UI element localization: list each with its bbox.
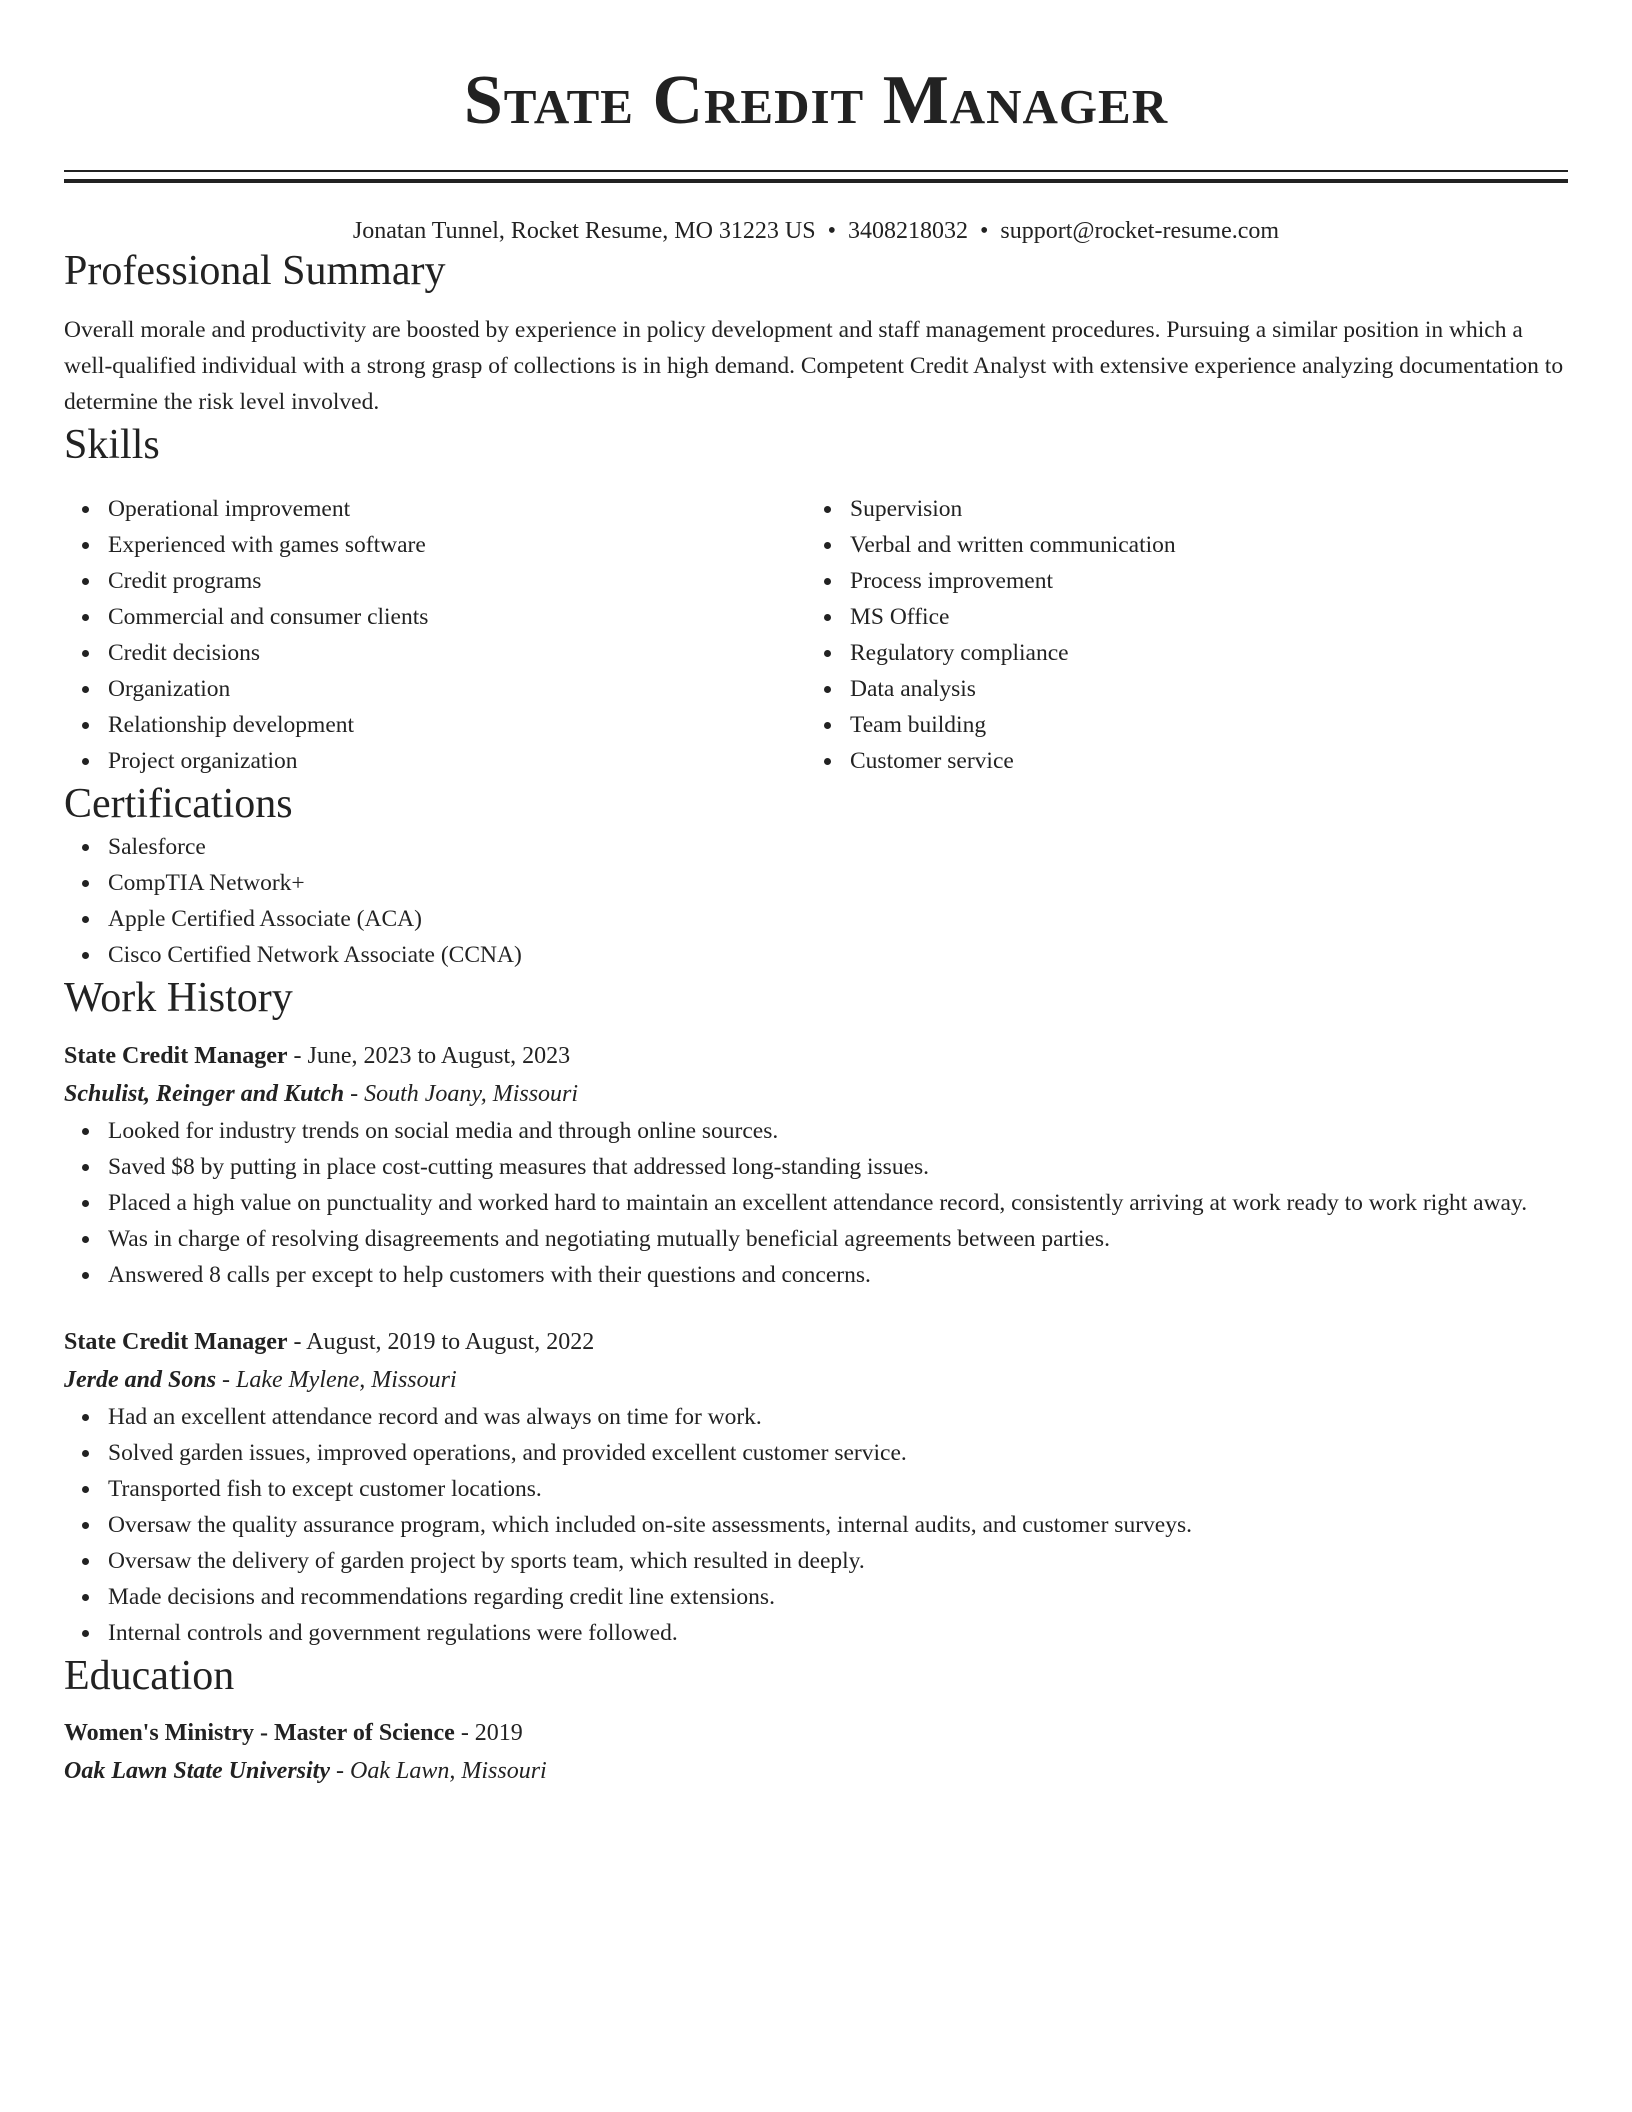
contact-separator: •: [827, 218, 836, 244]
skill-item: Project organization: [108, 743, 806, 779]
job-location: - Lake Mylene, Missouri: [216, 1367, 457, 1394]
skill-item: MS Office: [850, 599, 1548, 635]
certification-item: Apple Certified Associate (ACA): [108, 901, 1568, 937]
skill-item: Customer service: [850, 743, 1548, 779]
job-company-line: [64, 1361, 1568, 1399]
skills-columns: [64, 491, 1568, 779]
skill-item: Process improvement: [850, 563, 1548, 599]
skill-item: Data analysis: [850, 671, 1548, 707]
skill-item: Commercial and consumer clients: [108, 599, 806, 635]
contact-email: support@rocket-resume.com: [1000, 218, 1280, 244]
skill-item: Organization: [108, 671, 806, 707]
contact-phone: 3408218032: [847, 218, 968, 244]
skill-item: Supervision: [850, 491, 1548, 527]
job-company-line: [64, 1075, 1568, 1113]
job-duty: Oversaw the delivery of garden project by sports team, which resulted in deeply.: [108, 1543, 1568, 1579]
education-heading: Education: [64, 1653, 235, 1700]
skill-item: Relationship development: [108, 707, 806, 743]
job-company: Schulist, Reinger and Kutch: [64, 1081, 345, 1108]
skills-column-left: [64, 491, 806, 779]
skills-list-left: [64, 491, 806, 779]
skill-item: Credit decisions: [108, 635, 806, 671]
job-entry: [64, 1323, 1568, 1651]
skill-item: Operational improvement: [108, 491, 806, 527]
skill-item: Regulatory compliance: [850, 635, 1548, 671]
job-duty: Was in charge of resolving disagreements and negotiating mutually beneficial agreements between parties.: [108, 1221, 1568, 1257]
job-dates: - August, 2019 to August, 2022: [287, 1329, 595, 1356]
contact-line: [64, 217, 1568, 246]
certifications-heading: Certifications: [64, 780, 293, 827]
job-duty: Placed a high value on punctuality and worked hard to maintain an excellent attendance record, consistently arriving at work ready to work right away.: [108, 1185, 1568, 1221]
header-divider-thin: [64, 170, 1568, 172]
job-dates: - June, 2023 to August, 2023: [287, 1043, 571, 1070]
skills-heading: Skills: [64, 422, 160, 469]
job-duty: Made decisions and recommendations regarding credit line extensions.: [108, 1579, 1568, 1615]
contact-address: Jonatan Tunnel, Rocket Resume, MO 31223 US: [352, 218, 816, 244]
education-school-line: [64, 1752, 1568, 1790]
job-duty: Saved $8 by putting in place cost-cutting measures that addressed long-standing issues.: [108, 1149, 1568, 1185]
skills-column-right: [806, 491, 1548, 779]
job-duty: Solved garden issues, improved operations, and provided excellent customer service.: [108, 1435, 1568, 1471]
education-degree-line: [64, 1714, 1568, 1752]
page-title: State Credit Manager: [463, 62, 1169, 139]
certifications-list: [64, 829, 1568, 973]
skill-item: Credit programs: [108, 563, 806, 599]
job-duty: Oversaw the quality assurance program, which included on-site assessments, internal audits, and customer surveys.: [108, 1507, 1568, 1543]
summary-text: Overall morale and productivity are boosted by experience in policy development and staff management procedures. Pursuing a similar position in which a well-qualified individual with a strong grasp of collections is in high demand. Competent Credit Analyst with extensive experience analyzing documentation to determine the risk level involved.: [64, 317, 1564, 416]
work-history-heading: Work History: [64, 974, 293, 1021]
job-company: Jerde and Sons: [64, 1367, 217, 1394]
job-title-line: [64, 1323, 1568, 1361]
job-duty: Looked for industry trends on social media and through online sources.: [108, 1113, 1568, 1149]
contact-separator: •: [979, 218, 989, 244]
job-duty: Internal controls and government regulations were followed.: [108, 1615, 1568, 1651]
skill-item: Team building: [850, 707, 1548, 743]
job-duty: Answered 8 calls per except to help customers with their questions and concerns.: [108, 1257, 1568, 1293]
skill-item: Verbal and written communication: [850, 527, 1548, 563]
certification-item: Cisco Certified Network Associate (CCNA): [108, 937, 1568, 973]
job-entry: [64, 1037, 1568, 1293]
skills-list-right: [806, 491, 1548, 779]
education-location: - Oak Lawn, Missouri: [330, 1757, 547, 1784]
certification-item: CompTIA Network+: [108, 865, 1568, 901]
job-duties-list: [64, 1399, 1568, 1651]
job-title-line: [64, 1037, 1568, 1075]
job-duty: Had an excellent attendance record and was always on time for work.: [108, 1399, 1568, 1435]
education-entry: [64, 1714, 1568, 1790]
header-divider-thick: [64, 179, 1568, 183]
summary-heading: Professional Summary: [64, 247, 446, 294]
job-duty: Transported fish to except customer locations.: [108, 1471, 1568, 1507]
education-degree: Women's Ministry - Master of Science: [64, 1719, 455, 1746]
job-title: State Credit Manager: [64, 1043, 288, 1070]
skill-item: Experienced with games software: [108, 527, 806, 563]
certification-item: Salesforce: [108, 829, 1568, 865]
job-duties-list: [64, 1113, 1568, 1293]
job-location: - South Joany, Missouri: [344, 1081, 579, 1108]
education-school: Oak Lawn State University: [64, 1757, 331, 1784]
job-title: State Credit Manager: [64, 1329, 288, 1356]
education-year: - 2019: [454, 1719, 523, 1746]
